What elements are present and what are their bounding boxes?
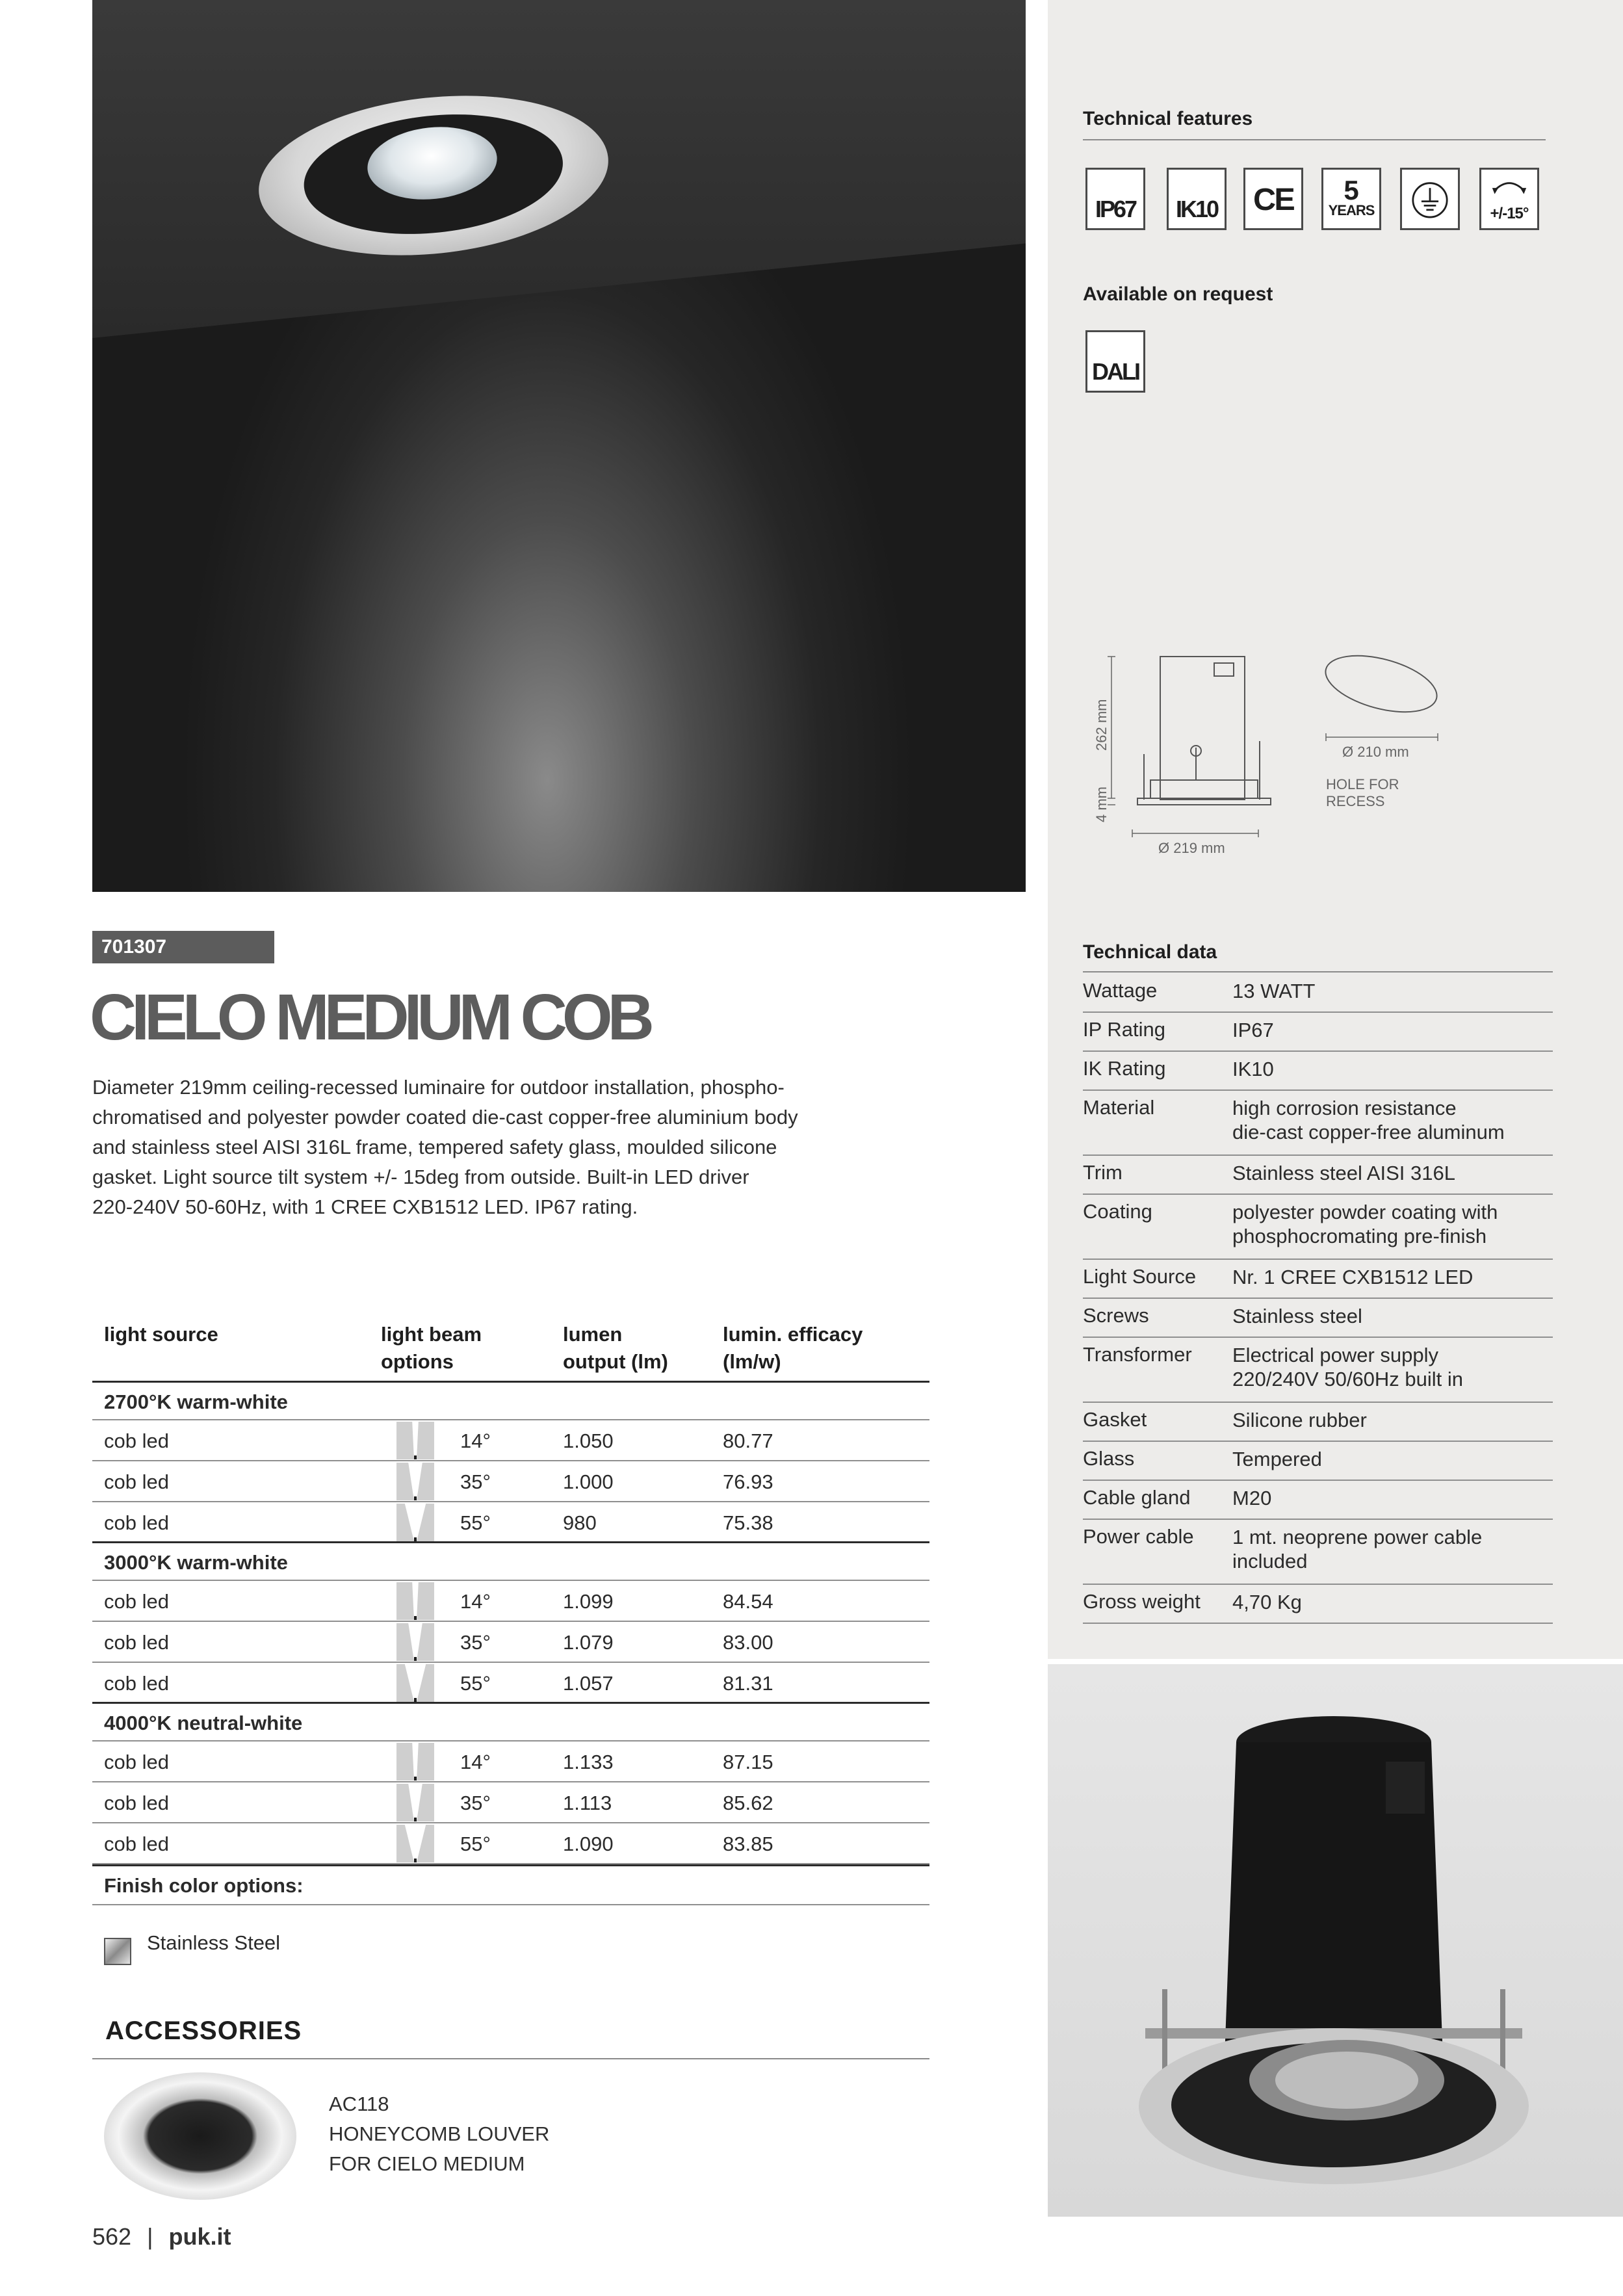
source-cell: cob led bbox=[104, 1590, 169, 1613]
beam-cell: 55° bbox=[460, 1672, 491, 1695]
tech-value bbox=[1232, 1057, 1274, 1081]
page-footer bbox=[92, 2223, 231, 2250]
tech-value-line: phosphocromating pre-finish bbox=[1232, 1225, 1487, 1247]
tech-value-line: Stainless steel bbox=[1232, 1305, 1362, 1327]
accessory-code: AC118 bbox=[329, 2093, 389, 2115]
efficacy-cell: 81.31 bbox=[723, 1672, 773, 1695]
table-row bbox=[92, 1461, 929, 1502]
tech-key: Trim bbox=[1083, 1161, 1123, 1184]
tech-value-line: Stainless steel AISI 316L bbox=[1232, 1162, 1455, 1184]
beam-cell: 55° bbox=[460, 1511, 491, 1534]
tech-key: IK Rating bbox=[1083, 1057, 1166, 1080]
footer-separator: | bbox=[147, 2223, 153, 2250]
ce-mark-icon bbox=[1243, 168, 1303, 230]
beam-cell: 35° bbox=[460, 1470, 491, 1493]
tech-row bbox=[1083, 1259, 1553, 1299]
tech-row bbox=[1083, 1441, 1553, 1481]
svg-text:CE: CE bbox=[1253, 181, 1293, 217]
beam-cell: 35° bbox=[460, 1631, 491, 1654]
table-row bbox=[92, 1663, 929, 1704]
tech-row bbox=[1083, 1089, 1553, 1156]
divider bbox=[92, 2058, 929, 2059]
light-beam-icon bbox=[396, 1582, 434, 1620]
diameter-dimension: Ø 219 mm bbox=[1158, 840, 1225, 856]
tech-value bbox=[1232, 1265, 1473, 1289]
table-row bbox=[92, 1782, 929, 1823]
beam-cell: 14° bbox=[460, 1429, 491, 1452]
tech-row bbox=[1083, 1050, 1553, 1091]
col-header-source: light source bbox=[104, 1323, 218, 1346]
warranty-badge bbox=[1321, 168, 1381, 230]
tech-row bbox=[1083, 1155, 1553, 1195]
tilt-badge bbox=[1479, 168, 1539, 230]
light-beam-icon bbox=[396, 1664, 434, 1702]
description-line: gasket. Light source tilt system +/- 15deg from outside. Built-in LED driver bbox=[92, 1166, 749, 1188]
tech-value-line: 4,70 Kg bbox=[1232, 1591, 1302, 1613]
tech-value bbox=[1232, 1343, 1463, 1391]
lumen-cell: 1.057 bbox=[563, 1672, 614, 1695]
description-line: and stainless steel AISI 316L frame, tempered safety glass, moulded silicone bbox=[92, 1136, 777, 1158]
tech-value-line: die-cast copper-free aluminum bbox=[1232, 1121, 1505, 1143]
tech-value-line: high corrosion resistance bbox=[1232, 1097, 1457, 1119]
luminaire-housing bbox=[298, 103, 569, 246]
tech-value-line: polyester powder coating with bbox=[1232, 1201, 1498, 1223]
efficacy-cell: 75.38 bbox=[723, 1511, 773, 1534]
tech-key: Power cable bbox=[1083, 1525, 1194, 1548]
product-description bbox=[92, 1073, 924, 1222]
luminaire-lens bbox=[364, 121, 500, 205]
efficacy-cell: 83.85 bbox=[723, 1833, 773, 1855]
tech-value bbox=[1232, 1447, 1322, 1471]
tech-value bbox=[1232, 1525, 1482, 1573]
group-name: 2700°K warm-white bbox=[104, 1390, 288, 1413]
accessory-name-line2: FOR CIELO MEDIUM bbox=[329, 2152, 525, 2175]
tech-value bbox=[1232, 1486, 1271, 1510]
tech-key: Light Source bbox=[1083, 1265, 1197, 1288]
beam-cell: 14° bbox=[460, 1751, 491, 1773]
tech-key: Glass bbox=[1083, 1447, 1135, 1470]
tech-row bbox=[1083, 972, 1553, 1013]
efficacy-cell: 83.00 bbox=[723, 1631, 773, 1654]
page-number: 562 bbox=[92, 2223, 132, 2250]
tech-key: Transformer bbox=[1083, 1343, 1192, 1366]
light-beam-icon bbox=[396, 1504, 434, 1541]
lumen-cell: 1.000 bbox=[563, 1470, 614, 1493]
finish-options-header bbox=[92, 1864, 929, 1905]
table-row bbox=[92, 1581, 929, 1622]
tech-value-line: 220/240V 50/60Hz built in bbox=[1232, 1368, 1464, 1390]
beam-cell: 55° bbox=[460, 1833, 491, 1855]
efficacy-cell: 80.77 bbox=[723, 1429, 773, 1452]
col-header-beam: light beam options bbox=[381, 1323, 482, 1373]
light-beam-icon bbox=[396, 1463, 434, 1500]
ip67-badge: IP67 bbox=[1085, 168, 1145, 230]
tech-row bbox=[1083, 1519, 1553, 1585]
source-cell: cob led bbox=[104, 1833, 169, 1855]
tech-key: Screws bbox=[1083, 1304, 1149, 1327]
group-name: 3000°K warm-white bbox=[104, 1551, 288, 1574]
tech-value bbox=[1232, 1200, 1498, 1248]
tech-value-line: M20 bbox=[1232, 1487, 1272, 1509]
finish-option: Stainless Steel bbox=[147, 1931, 281, 1954]
available-on-request-title: Available on request bbox=[1083, 283, 1273, 305]
drawing-body bbox=[1160, 657, 1245, 800]
technical-features-title: Technical features bbox=[1083, 108, 1253, 129]
tech-key: Material bbox=[1083, 1096, 1155, 1119]
tech-row bbox=[1083, 1011, 1553, 1052]
hole-label-line1: HOLE FOR bbox=[1326, 776, 1399, 792]
table-row bbox=[92, 1742, 929, 1782]
description-line: chromatised and polyester powder coated die-cast copper-free aluminium body bbox=[92, 1106, 798, 1128]
tech-value bbox=[1232, 1161, 1455, 1185]
tech-row bbox=[1083, 1480, 1553, 1520]
col-header-efficacy: lumin. efficacy (lm/w) bbox=[723, 1323, 863, 1373]
accessory-name-line1: HONEYCOMB LOUVER bbox=[329, 2122, 550, 2145]
tech-key: Coating bbox=[1083, 1200, 1152, 1223]
table-row bbox=[92, 1823, 929, 1864]
lumen-cell: 1.099 bbox=[563, 1590, 614, 1613]
hole-diameter: Ø 210 mm bbox=[1342, 744, 1409, 760]
tech-value bbox=[1232, 1590, 1302, 1614]
lumen-cell: 1.050 bbox=[563, 1429, 614, 1452]
light-beam-icon bbox=[396, 1623, 434, 1661]
tech-value-line: Tempered bbox=[1232, 1448, 1322, 1470]
efficacy-cell: 85.62 bbox=[723, 1792, 773, 1814]
tilt-label: +/-15° bbox=[1490, 205, 1529, 222]
source-cell: cob led bbox=[104, 1470, 169, 1493]
light-beam-icon bbox=[396, 1422, 434, 1459]
tech-row bbox=[1083, 1194, 1553, 1260]
light-beam-icon bbox=[396, 1825, 434, 1862]
light-beam-icon bbox=[396, 1743, 434, 1781]
tech-key: Cable gland bbox=[1083, 1486, 1191, 1509]
accessory-item bbox=[329, 2089, 549, 2179]
col-header-lumen: lumen output (lm) bbox=[563, 1323, 668, 1373]
source-cell: cob led bbox=[104, 1672, 169, 1695]
tech-value-line: IP67 bbox=[1232, 1019, 1274, 1041]
site-link[interactable]: puk.it bbox=[168, 2223, 231, 2250]
tech-value-line: Nr. 1 CREE CXB1512 LED bbox=[1232, 1266, 1474, 1288]
table-row bbox=[92, 1502, 929, 1543]
description-line: 220-240V 50-60Hz, with 1 CREE CXB1512 LED. IP67 rating. bbox=[92, 1195, 638, 1218]
recess-hole-drawing bbox=[1319, 646, 1443, 723]
tech-value bbox=[1232, 1408, 1367, 1432]
lumen-cell: 1.113 bbox=[563, 1792, 612, 1814]
tech-value bbox=[1232, 1096, 1505, 1144]
tech-value bbox=[1232, 1018, 1274, 1042]
honeycomb-louver-photo bbox=[104, 2072, 296, 2200]
tech-value bbox=[1232, 1304, 1362, 1328]
warranty-years-number: 5 bbox=[1344, 175, 1359, 205]
tech-value bbox=[1232, 979, 1315, 1003]
group-header bbox=[92, 1704, 929, 1742]
light-beam-icon bbox=[396, 1784, 434, 1821]
efficacy-cell: 87.15 bbox=[723, 1751, 773, 1773]
source-cell: cob led bbox=[104, 1511, 169, 1534]
ik10-badge: IK10 bbox=[1167, 168, 1227, 230]
group-header bbox=[92, 1543, 929, 1581]
table-row bbox=[92, 1420, 929, 1461]
lumen-cell: 1.090 bbox=[563, 1833, 614, 1855]
height-dimension: 262 mm bbox=[1093, 699, 1110, 751]
flange-dimension: 4 mm bbox=[1093, 787, 1110, 822]
product-photo bbox=[1048, 1664, 1623, 2217]
lumen-cell: 980 bbox=[563, 1511, 597, 1534]
tech-key: IP Rating bbox=[1083, 1018, 1165, 1041]
tech-key: Wattage bbox=[1083, 979, 1158, 1002]
finish-options-title: Finish color options: bbox=[104, 1874, 304, 1897]
beam-cell: 35° bbox=[460, 1792, 491, 1814]
description-line: Diameter 219mm ceiling-recessed luminaire for outdoor installation, phospho- bbox=[92, 1076, 785, 1099]
source-cell: cob led bbox=[104, 1631, 169, 1654]
tech-value-line: included bbox=[1232, 1550, 1308, 1572]
product-title: CIELO MEDIUM COB bbox=[90, 981, 649, 1054]
technical-drawing bbox=[1079, 644, 1443, 865]
beam-cell: 14° bbox=[460, 1590, 491, 1613]
dali-badge: DALI bbox=[1085, 330, 1145, 393]
hole-label-line2: RECESS bbox=[1326, 793, 1385, 809]
source-cell: cob led bbox=[104, 1429, 169, 1452]
earth-icon bbox=[1400, 168, 1460, 230]
tech-row bbox=[1083, 1584, 1553, 1624]
tech-value-line: 13 WATT bbox=[1232, 980, 1316, 1002]
group-header bbox=[92, 1383, 929, 1420]
tech-row bbox=[1083, 1298, 1553, 1338]
efficacy-cell: 76.93 bbox=[723, 1470, 773, 1493]
tech-key: Gasket bbox=[1083, 1408, 1147, 1431]
lumen-cell: 1.133 bbox=[563, 1751, 614, 1773]
tech-key: Gross weight bbox=[1083, 1590, 1201, 1613]
lumen-cell: 1.079 bbox=[563, 1631, 614, 1654]
technical-data-title: Technical data bbox=[1083, 941, 1217, 963]
tech-value-line: Electrical power supply bbox=[1232, 1344, 1439, 1366]
tech-value-line: IK10 bbox=[1232, 1058, 1274, 1080]
product-code: 701307 bbox=[92, 931, 274, 963]
tech-row bbox=[1083, 1402, 1553, 1442]
source-cell: cob led bbox=[104, 1792, 169, 1814]
source-cell: cob led bbox=[104, 1751, 169, 1773]
stainless-steel-swatch-icon bbox=[104, 1938, 131, 1965]
divider bbox=[1083, 139, 1546, 140]
tech-row bbox=[1083, 1337, 1553, 1403]
accessories-title: ACCESSORIES bbox=[105, 2016, 302, 2045]
tech-value-line: Silicone rubber bbox=[1232, 1409, 1367, 1431]
efficacy-cell: 84.54 bbox=[723, 1590, 773, 1613]
tech-value-line: 1 mt. neoprene power cable bbox=[1232, 1526, 1483, 1548]
table-row bbox=[92, 1622, 929, 1663]
group-name: 4000°K neutral-white bbox=[104, 1712, 303, 1734]
hero-photo bbox=[92, 0, 1026, 892]
warranty-years-label: YEARS bbox=[1328, 202, 1375, 218]
